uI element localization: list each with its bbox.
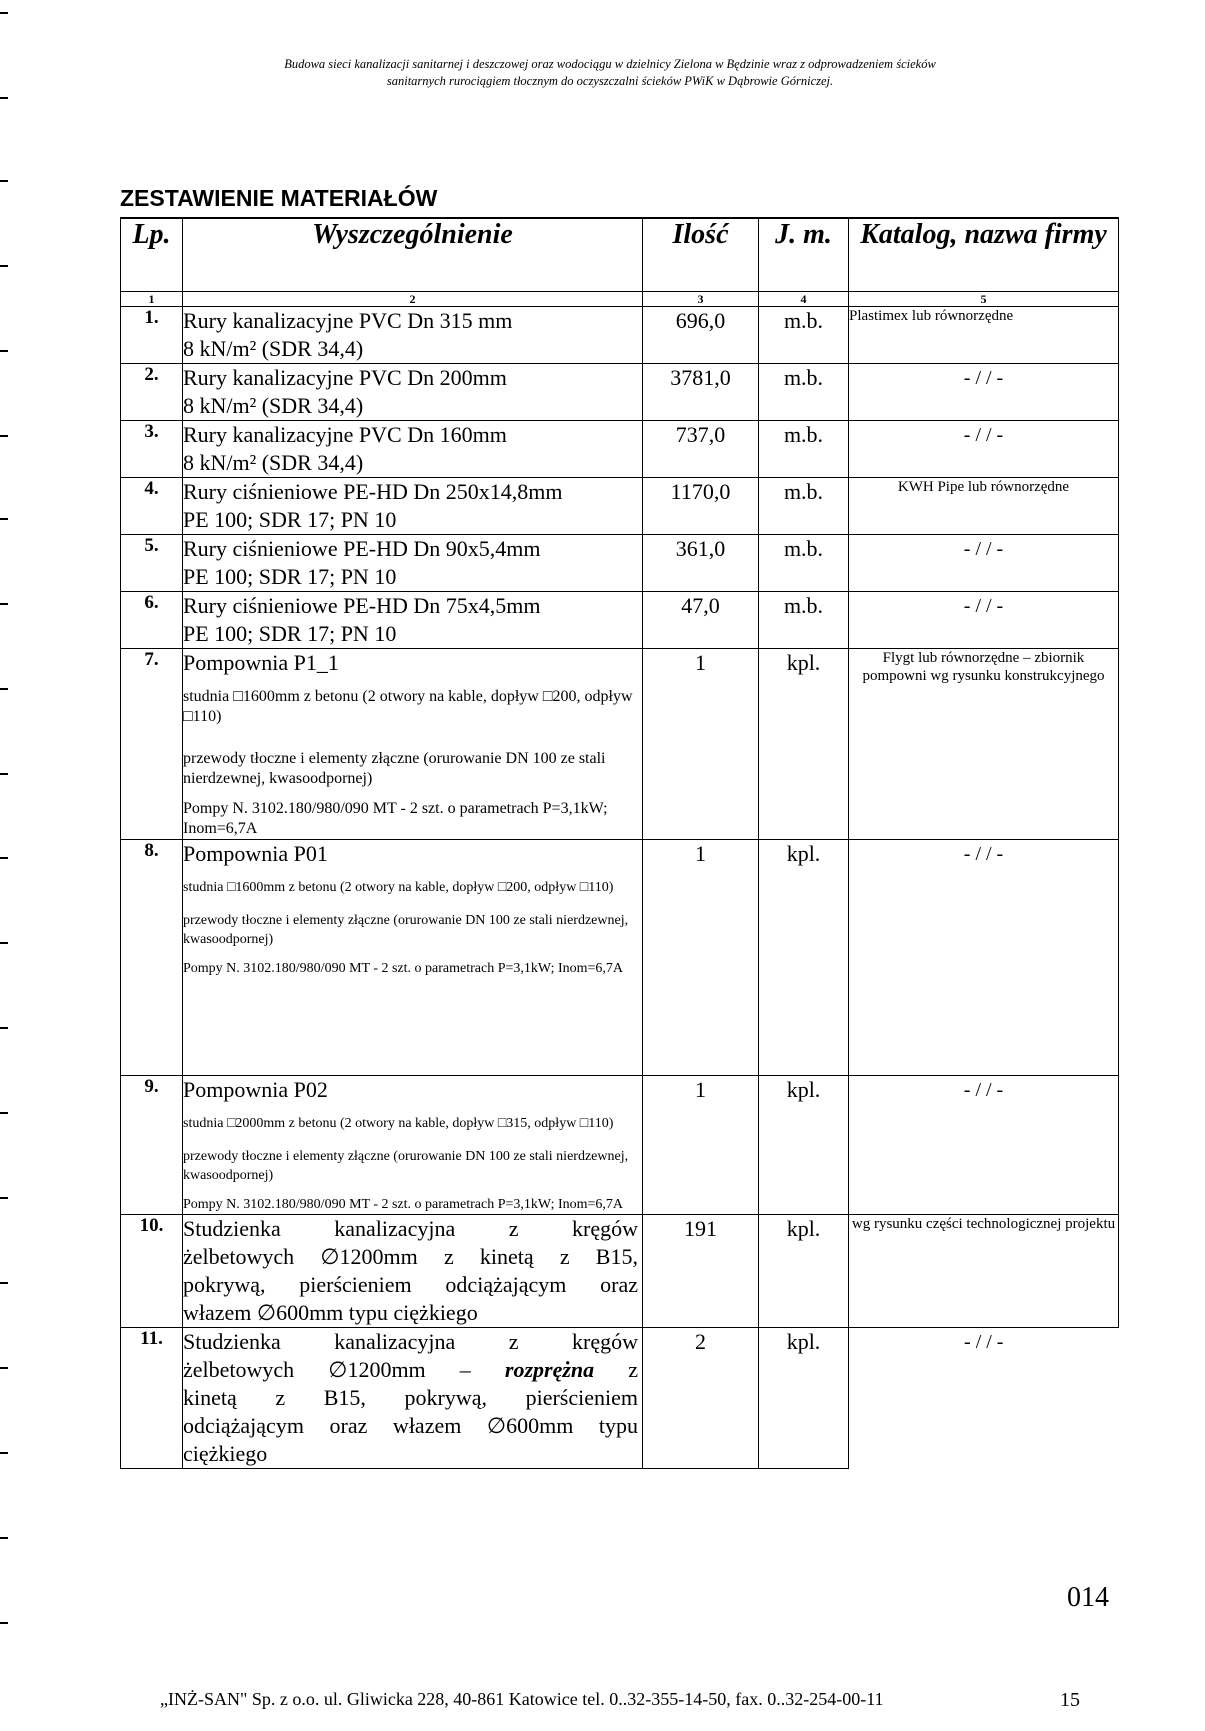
row-catalog: wg rysunku części technologicznej projektu <box>849 1215 1119 1328</box>
header-unit: J. m. <box>759 218 849 292</box>
scan-edge-mark <box>0 1622 8 1624</box>
scan-edge-mark <box>0 1452 8 1454</box>
table-row <box>121 649 1119 840</box>
row-quantity: 737,0 <box>643 421 759 478</box>
header-description: Wyszczególnienie <box>183 218 643 292</box>
row-main-text: Rury kanalizacyjne PVC Dn 200mm <box>183 365 507 390</box>
scan-edge-mark <box>0 518 8 520</box>
row-main-text-2: PE 100; SDR 17; PN 10 <box>183 621 397 646</box>
row-quantity: 1 <box>643 840 759 1076</box>
row-description <box>183 1328 643 1469</box>
row-line-2c: z <box>628 1357 639 1382</box>
row-sub-text-1: studnia □1600mm z betonu (2 otwory na kable, dopływ □200, odpływ □110) <box>183 880 614 895</box>
row-main-text-2: PE 100; SDR 17; PN 10 <box>183 507 397 532</box>
row-description <box>183 421 643 478</box>
footer-company-info: „INŻ-SAN" Sp. z o.o. ul. Gliwicka 228, 40-861 Katowice tel. 0..32-355-14-50, fax. 0..32-254-00-11 <box>160 1689 884 1709</box>
row-unit: m.b. <box>759 535 849 592</box>
table-row <box>121 478 1119 535</box>
row-unit: m.b. <box>759 307 849 364</box>
row-catalog: - / / - <box>849 840 1119 1076</box>
scan-edge-mark <box>0 1537 8 1539</box>
scan-edge-mark <box>0 688 8 690</box>
row-catalog: - / / - <box>849 364 1119 421</box>
row-description <box>183 840 643 1076</box>
row-catalog: Plastimex lub równorzędne <box>849 307 1119 364</box>
row-line-2 <box>183 1356 638 1384</box>
col-number: 2 <box>183 292 643 307</box>
row-quantity: 361,0 <box>643 535 759 592</box>
row-main-text: Pompownia P02 <box>183 1077 328 1102</box>
row-sub-text-2: przewody tłoczne i elementy złączne (orurowanie DN 100 ze stali nierdzewnej, kwasoodpornej) <box>183 1149 629 1183</box>
row-unit: m.b. <box>759 421 849 478</box>
col-number: 4 <box>759 292 849 307</box>
scan-edge-mark <box>0 180 8 182</box>
row-unit: kpl. <box>759 649 849 840</box>
row-catalog: - / / - <box>849 1328 1119 1469</box>
row-unit: kpl. <box>759 1215 849 1328</box>
header-quantity: Ilość <box>643 218 759 292</box>
row-main-text: Rury kanalizacyjne PVC Dn 315 mm <box>183 308 513 333</box>
row-line-5: ciężkiego <box>183 1441 268 1466</box>
row-description <box>183 1215 643 1328</box>
page-title: ZESTAWIENIE MATERIAŁÓW <box>120 185 438 211</box>
row-sub-text-3: Pompy N. 3102.180/980/090 MT - 2 szt. o parametrach P=3,1kW; Inom=6,7A <box>183 800 608 837</box>
row-main-text: Rury ciśnieniowe PE-HD Dn 75x4,5mm <box>183 593 541 618</box>
scan-edge-mark <box>0 97 8 99</box>
header-line-1: Budowa sieci kanalizacji sanitarnej i deszczowej oraz wodociągu w dzielnicy Zielona w Będzinie wraz z odprowadzeniem ścieków <box>284 57 936 71</box>
row-line-3: kinetą z B15, pokrywą, pierścieniem <box>183 1385 638 1410</box>
row-unit: m.b. <box>759 478 849 535</box>
row-description <box>183 307 643 364</box>
table-row <box>121 421 1119 478</box>
table-row <box>121 840 1119 1076</box>
col-number: 3 <box>643 292 759 307</box>
row-quantity: 2 <box>643 1328 759 1469</box>
row-description <box>183 364 643 421</box>
scan-edge-mark <box>0 942 8 944</box>
scan-edge-mark <box>0 603 8 605</box>
scan-edge-mark <box>0 773 8 775</box>
row-main-text-2: PE 100; SDR 17; PN 10 <box>183 564 397 589</box>
header-lp: Lp. <box>121 218 183 292</box>
row-unit: kpl. <box>759 1328 849 1469</box>
table-row <box>121 1076 1119 1215</box>
col-number: 5 <box>849 292 1119 307</box>
row-line-2b-emphasis: rozprężna <box>504 1357 595 1382</box>
row-main-text-2: 8 kN/m² (SDR 34,4) <box>183 393 364 418</box>
header-row <box>121 218 1119 292</box>
row-line-3: pokrywą, pierścieniem odciążającym oraz <box>183 1272 638 1297</box>
row-quantity: 47,0 <box>643 592 759 649</box>
row-line-1: Studzienka kanalizacyjna z kręgów <box>183 1216 638 1241</box>
row-description <box>183 649 643 840</box>
row-quantity: 1170,0 <box>643 478 759 535</box>
header-line-2: sanitarnych rurociągiem tłocznym do oczyszczalni ścieków PWiK w Dąbrowie Górniczej. <box>386 74 834 88</box>
row-sub-text-2: przewody tłoczne i elementy złączne (orurowanie DN 100 ze stali nierdzewnej, kwasoodpornej) <box>183 750 606 787</box>
row-unit: kpl. <box>759 1076 849 1215</box>
row-main-text: Rury ciśnieniowe PE-HD Dn 90x5,4mm <box>183 536 541 561</box>
row-lp: 6. <box>121 592 183 649</box>
row-sub-text-1: studnia □1600mm z betonu (2 otwory na kable, dopływ □200, odpływ □110) <box>183 688 633 725</box>
row-lp: 10. <box>121 1215 183 1328</box>
row-line-2a: żelbetowych ∅1200mm – <box>183 1357 471 1382</box>
scan-edge-mark <box>0 1367 8 1369</box>
row-lp: 4. <box>121 478 183 535</box>
scan-edge-mark <box>0 350 8 352</box>
row-unit: kpl. <box>759 840 849 1076</box>
row-sub-text-3: Pompy N. 3102.180/980/090 MT - 2 szt. o parametrach P=3,1kW; Inom=6,7A <box>183 961 624 976</box>
row-main-text: Rury kanalizacyjne PVC Dn 160mm <box>183 422 507 447</box>
row-lp: 7. <box>121 649 183 840</box>
row-main-text: Pompownia P1_1 <box>183 650 339 675</box>
row-catalog: - / / - <box>849 592 1119 649</box>
row-quantity: 1 <box>643 649 759 840</box>
row-sub-text-2: przewody tłoczne i elementy złączne (orurowanie DN 100 ze stali nierdzewnej, kwasoodpornej) <box>183 913 629 947</box>
row-sub-text-3: Pompy N. 3102.180/980/090 MT - 2 szt. o parametrach P=3,1kW; Inom=6,7A <box>183 1197 624 1212</box>
row-description <box>183 478 643 535</box>
table-row <box>121 592 1119 649</box>
row-catalog: - / / - <box>849 535 1119 592</box>
row-catalog: KWH Pipe lub równorzędne <box>849 478 1119 535</box>
document-header <box>110 56 1110 90</box>
row-lp: 2. <box>121 364 183 421</box>
row-main-text-2: 8 kN/m² (SDR 34,4) <box>183 336 364 361</box>
row-description <box>183 592 643 649</box>
scan-edge-mark <box>0 12 8 14</box>
row-quantity: 1 <box>643 1076 759 1215</box>
table-row <box>121 1328 1119 1469</box>
table-row <box>121 535 1119 592</box>
row-catalog: - / / - <box>849 421 1119 478</box>
row-description <box>183 535 643 592</box>
materials-table <box>120 217 1119 1469</box>
page-stamp: 014 <box>1067 1582 1109 1613</box>
scan-edge-mark <box>0 1027 8 1029</box>
row-lp: 1. <box>121 307 183 364</box>
row-quantity: 3781,0 <box>643 364 759 421</box>
row-line-2: żelbetowych ∅1200mm z kinetą z B15, <box>183 1244 638 1269</box>
scan-edge-mark <box>0 1282 8 1284</box>
row-lp: 9. <box>121 1076 183 1215</box>
row-catalog: Flygt lub równorzędne – zbiornik pompowni wg rysunku konstrukcyjnego <box>849 649 1119 840</box>
scan-edge-mark <box>0 435 8 437</box>
scan-edge-mark <box>0 857 8 859</box>
row-description <box>183 1076 643 1215</box>
scan-edge-mark <box>0 265 8 267</box>
row-lp: 3. <box>121 421 183 478</box>
table-row <box>121 307 1119 364</box>
row-lp: 8. <box>121 840 183 1076</box>
row-line-4: odciążającym oraz włazem ∅600mm typu <box>183 1413 638 1438</box>
row-quantity: 696,0 <box>643 307 759 364</box>
row-lp: 5. <box>121 535 183 592</box>
row-line-4: włazem ∅600mm typu ciężkiego <box>183 1300 478 1325</box>
header-catalog: Katalog, nazwa firmy <box>849 218 1119 292</box>
row-quantity: 191 <box>643 1215 759 1328</box>
row-lp: 11. <box>121 1328 183 1469</box>
row-main-text-2: 8 kN/m² (SDR 34,4) <box>183 450 364 475</box>
row-sub-text-1: studnia □2000mm z betonu (2 otwory na kable, dopływ □315, odpływ □110) <box>183 1116 614 1131</box>
row-unit: m.b. <box>759 592 849 649</box>
table-row <box>121 1215 1119 1328</box>
scan-edge-mark <box>0 1197 8 1199</box>
table-row <box>121 364 1119 421</box>
row-main-text: Pompownia P01 <box>183 841 328 866</box>
scan-edge-mark <box>0 1112 8 1114</box>
page-number: 15 <box>1060 1689 1080 1711</box>
column-number-row <box>121 292 1119 307</box>
row-unit: m.b. <box>759 364 849 421</box>
row-main-text: Rury ciśnieniowe PE-HD Dn 250x14,8mm <box>183 479 563 504</box>
row-catalog: - / / - <box>849 1076 1119 1215</box>
row-line-1: Studzienka kanalizacyjna z kręgów <box>183 1329 638 1354</box>
col-number: 1 <box>121 292 183 307</box>
